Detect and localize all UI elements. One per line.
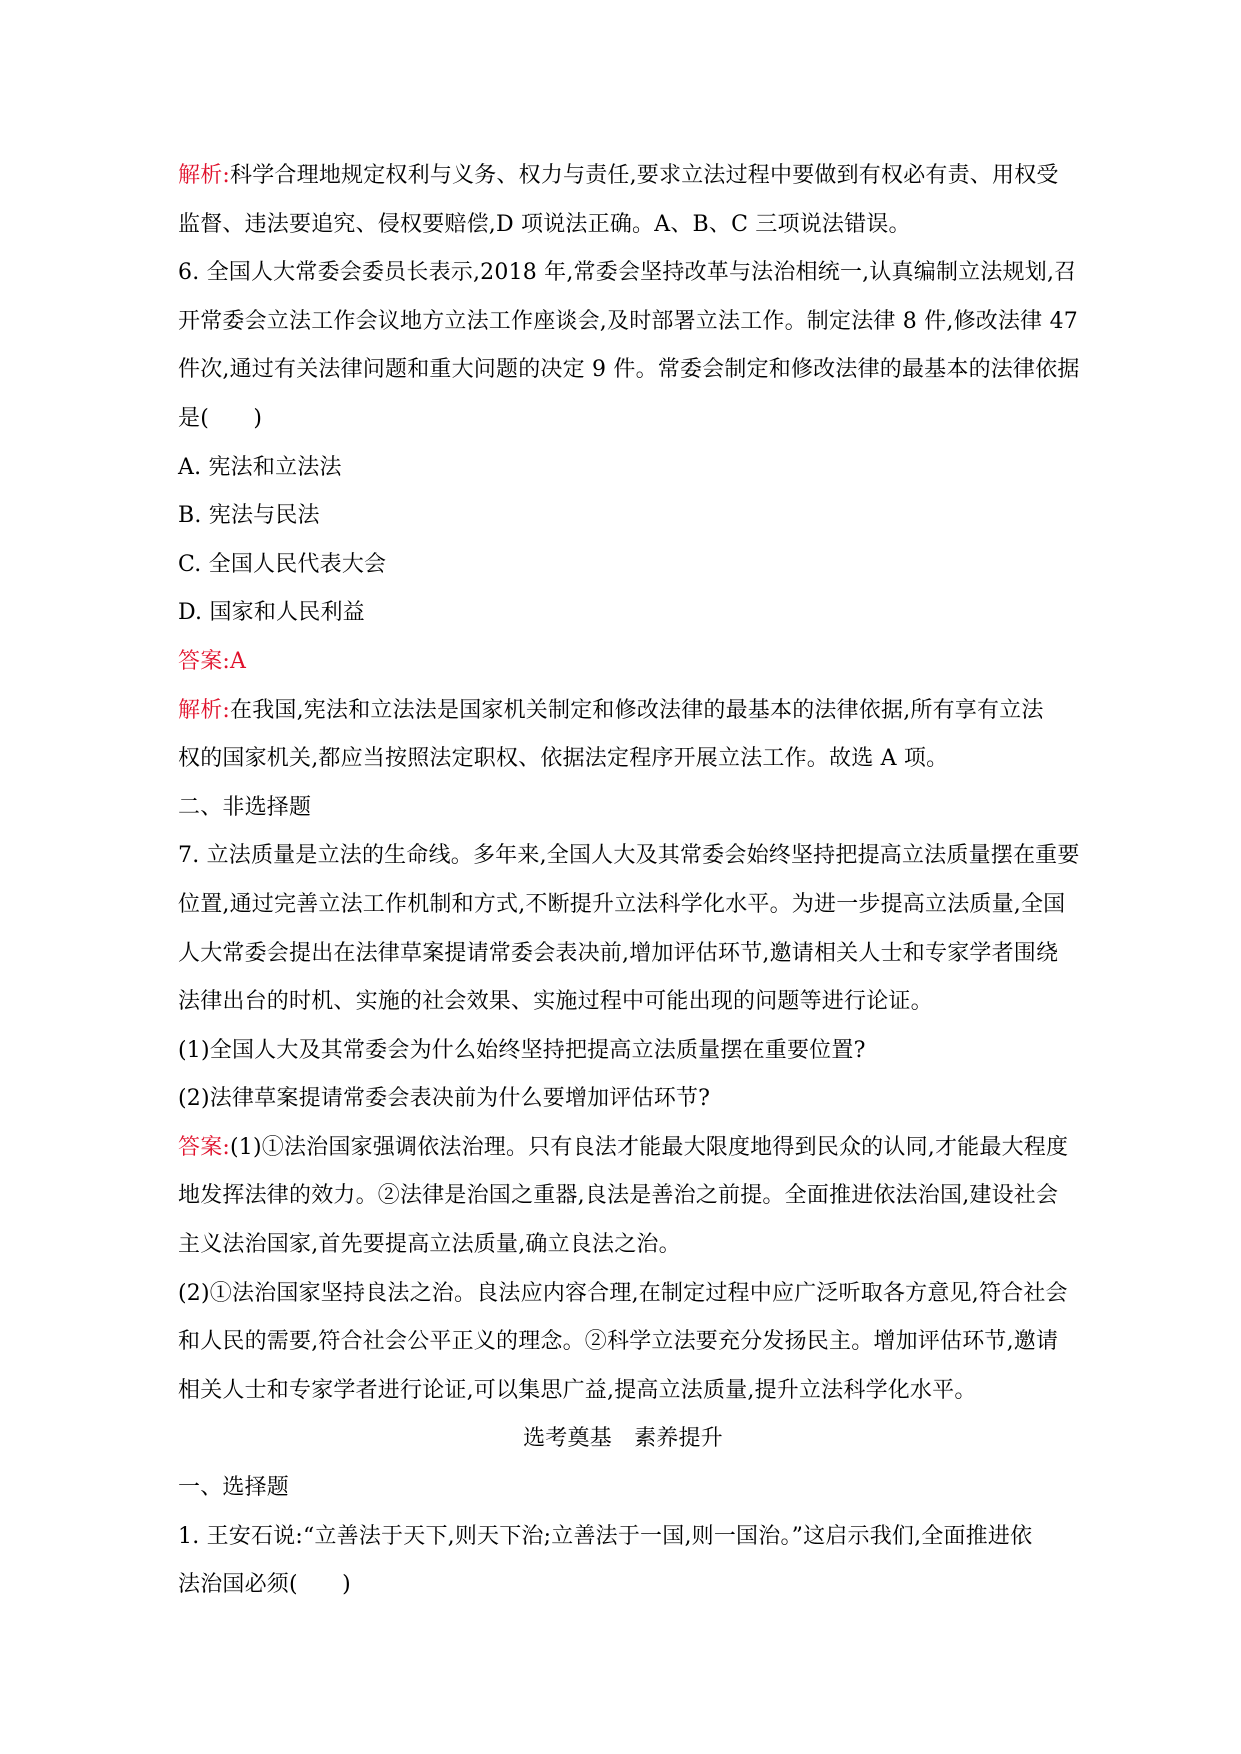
option-b: B. 宪法与民法	[178, 503, 320, 529]
question-1-stem: 法治国必须( )	[178, 1572, 351, 1598]
question-6-stem: 开常委会立法工作会议地方立法工作座谈会,及时部署立法工作。制定法律 8 件,修改法律 47	[178, 308, 1078, 334]
sub-question-2: (2)法律草案提请常委会表决前为什么要增加评估环节?	[178, 1086, 711, 1112]
question-1-stem: 1. 王安石说:“立善法于天下,则天下治;立善法于一国,则一国治。”这启示我们,全面推进依	[178, 1523, 1033, 1549]
analysis-line	[178, 152, 1068, 201]
answer-line	[178, 1124, 1068, 1173]
analysis-text: 科学合理地规定权利与义务、权力与责任,要求立法过程中要做到有权必有责、用权受	[230, 163, 1059, 188]
analysis-line	[178, 687, 1068, 736]
question-7-stem: 位置,通过完善立法工作机制和方式,不断提升立法科学化水平。为进一步提高立法质量,全国	[178, 891, 1066, 917]
answer-text: 地发挥法律的效力。②法律是治国之重器,良法是善治之前提。全面推进依法治国,建设社会	[178, 1183, 1059, 1209]
question-7-stem: 人大常委会提出在法律草案提请常委会表决前,增加评估环节,邀请相关人士和专家学者围绕	[178, 940, 1059, 966]
analysis-text: 权的国家机关,都应当按照法定职权、依据法定程序开展立法工作。故选 A 项。	[178, 746, 949, 772]
answer-label: 答案:	[178, 648, 231, 674]
document-page	[178, 152, 1080, 1610]
question-6-stem: 是( )	[178, 405, 263, 431]
question-7-stem: 法律出台的时机、实施的社会效果、实施过程中可能出现的问题等进行论证。	[178, 989, 933, 1015]
answer-text: (2)①法治国家坚持良法之治。良法应内容合理,在制定过程中应广泛听取各方意见,符合社会	[178, 1280, 1068, 1306]
section-title: 二、非选择题	[178, 794, 312, 820]
answer-line	[178, 638, 1068, 687]
question-7-stem: 7. 立法质量是立法的生命线。多年来,全国人大及其常委会始终坚持把提高立法质量摆在重要	[178, 843, 1080, 869]
answer-value: A	[230, 648, 247, 674]
sub-question-1: (1)全国人大及其常委会为什么始终坚持把提高立法质量摆在重要位置?	[178, 1037, 866, 1063]
section-heading: 选考奠基 素养提升	[523, 1426, 723, 1452]
answer-text: (1)①法治国家强调依法治理。只有良法才能最大限度地得到民众的认同,才能最大程度	[230, 1134, 1069, 1160]
analysis-label: 解析:	[178, 697, 231, 723]
option-c: C. 全国人民代表大会	[178, 551, 387, 577]
answer-text: 主义法治国家,首先要提高立法质量,确立良法之治。	[178, 1232, 681, 1258]
analysis-text: 监督、违法要追究、侵权要赔偿,D 项说法正确。A、B、C 三项说法错误。	[178, 211, 911, 237]
option-a: A. 宪法和立法法	[178, 454, 342, 480]
answer-text: 相关人士和专家学者进行论证,可以集思广益,提高立法质量,提升立法科学化水平。	[178, 1377, 977, 1403]
answer-label: 答案:	[178, 1134, 231, 1160]
question-6-stem: 件次,通过有关法律问题和重大问题的决定 9 件。常委会制定和修改法律的最基本的法律依据	[178, 357, 1080, 383]
section-title: 一、选择题	[178, 1475, 290, 1501]
analysis-label: 解析:	[178, 163, 231, 188]
option-d: D. 国家和人民利益	[178, 600, 365, 626]
analysis-text: 在我国,宪法和立法法是国家机关制定和修改法律的最基本的法律依据,所有享有立法	[230, 697, 1044, 723]
question-6-stem: 6. 全国人大常委会委员长表示,2018 年,常委会坚持改革与法治相统一,认真编制立法规划,召	[178, 260, 1077, 286]
answer-text: 和人民的需要,符合社会公平正义的理念。②科学立法要充分发扬民主。增加评估环节,邀请	[178, 1329, 1059, 1355]
